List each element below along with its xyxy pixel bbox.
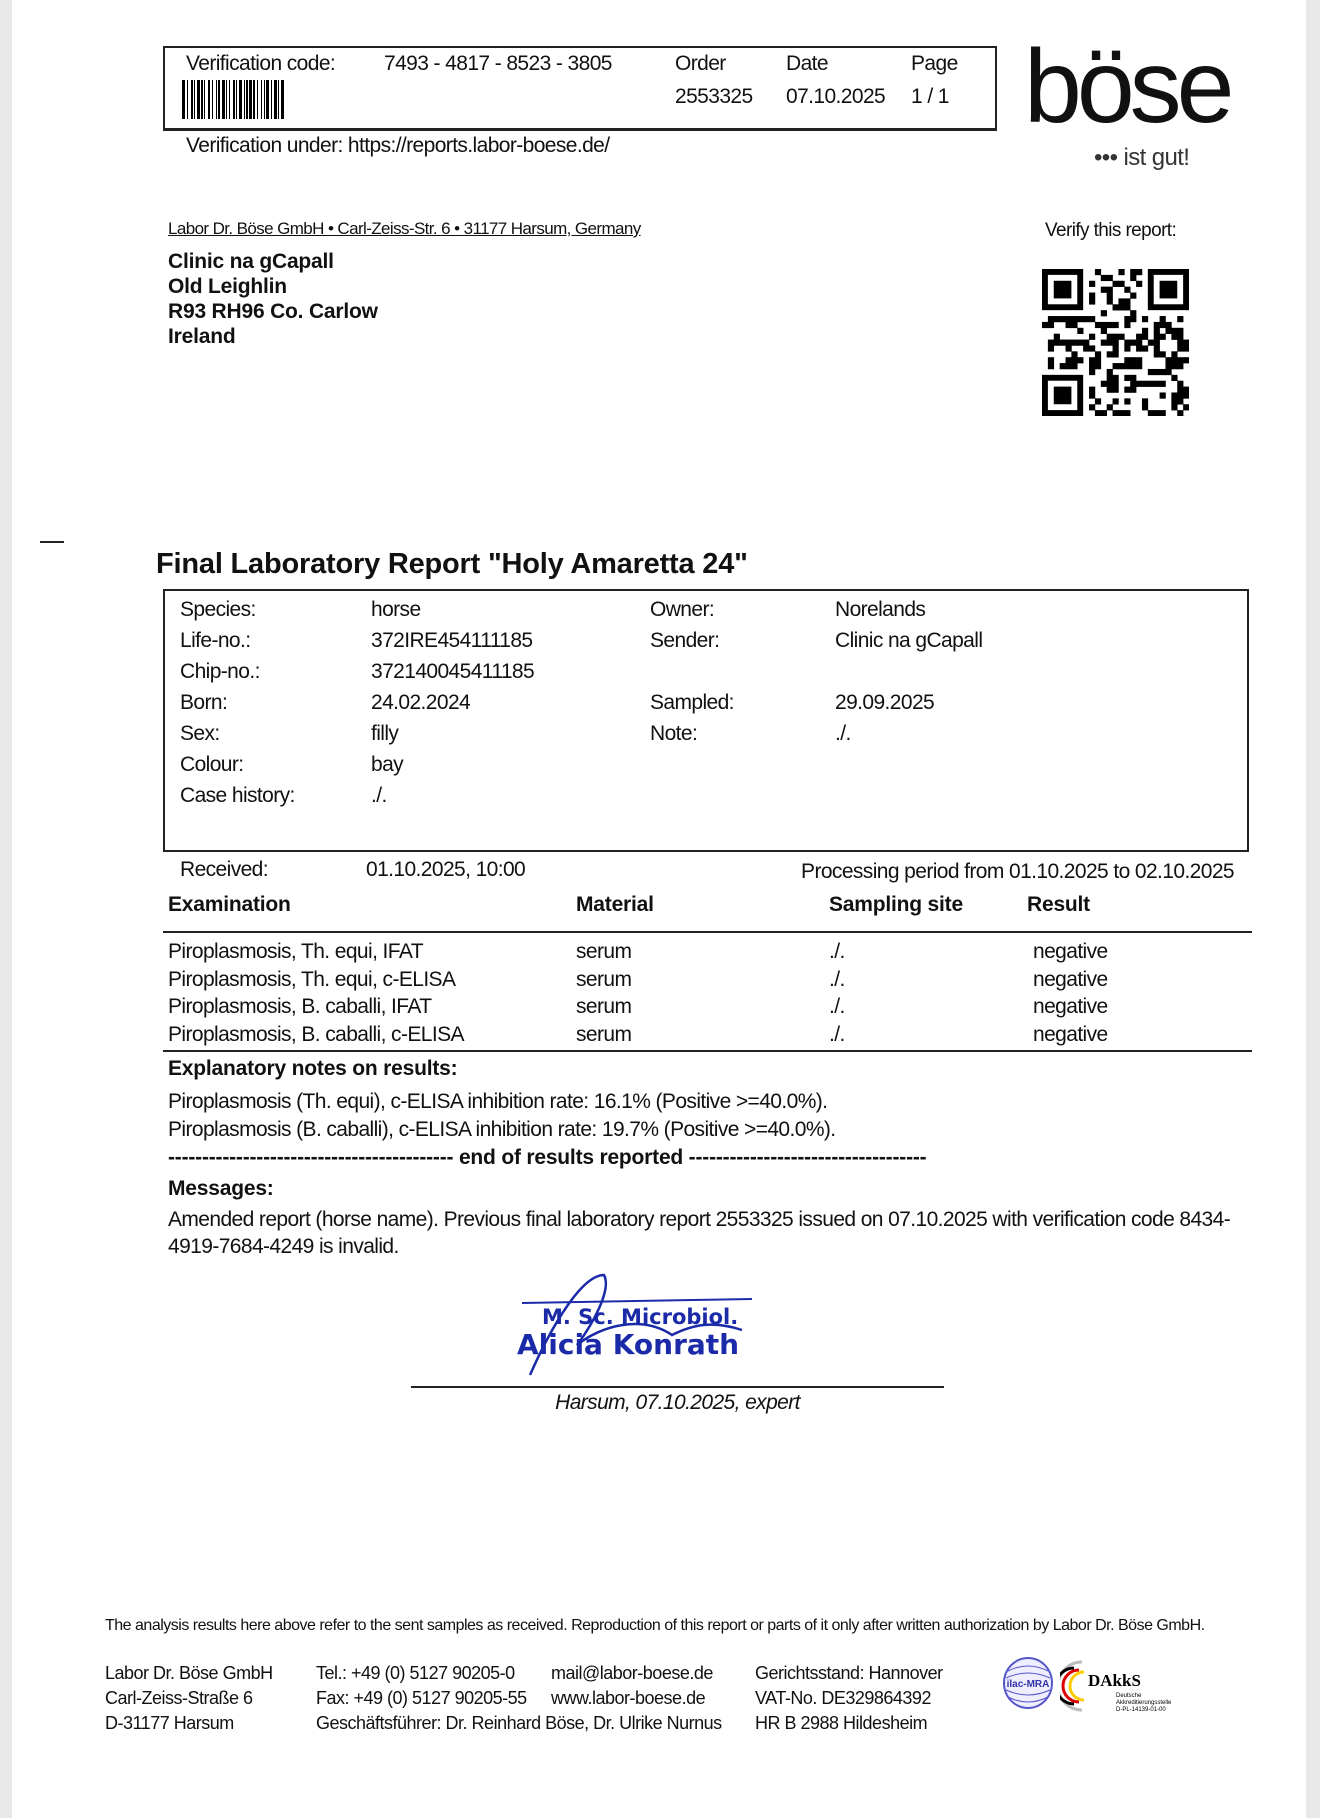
info-label: Sender: bbox=[650, 629, 720, 652]
col-material: Material bbox=[576, 893, 654, 916]
result-cell: negative bbox=[1033, 940, 1108, 963]
result-cell: negative bbox=[1033, 995, 1108, 1018]
examination-cell: Piroplasmosis, Th. equi, c-ELISA bbox=[168, 967, 456, 991]
svg-text:Deutsche: Deutsche bbox=[1116, 1693, 1142, 1699]
fold-mark bbox=[40, 541, 64, 543]
footer-col2-line: Geschäftsführer: Dr. Reinhard Böse, Dr. Ulrike Nurnus bbox=[316, 1713, 722, 1733]
info-label: Born: bbox=[180, 691, 228, 714]
signature-image bbox=[512, 1265, 832, 1380]
end-of-results: ------------------------------------------ end of results reported ----------------------------------- bbox=[168, 1146, 927, 1169]
order-label: Order bbox=[675, 52, 726, 75]
material-cell: serum bbox=[576, 967, 632, 991]
info-label: Case history: bbox=[180, 784, 295, 807]
report-page bbox=[12, 0, 1306, 1818]
date-label: Date bbox=[786, 52, 828, 75]
info-label: Chip-no.: bbox=[180, 660, 260, 683]
signature-stamp-title: M. Sc. Microbiol. bbox=[542, 1305, 739, 1329]
sampling-site-cell: ./. bbox=[829, 1022, 845, 1046]
sampling-site-cell: ./. bbox=[829, 995, 845, 1018]
svg-text:Akkreditierungsstelle: Akkreditierungsstelle bbox=[1116, 1700, 1172, 1706]
note-line: Piroplasmosis (B. caballi), c-ELISA inhibition rate: 19.7% (Positive >=40.0%). bbox=[168, 1118, 836, 1141]
info-label: Life-no.: bbox=[180, 629, 251, 652]
info-value: horse bbox=[371, 598, 421, 621]
message-line: Amended report (horse name). Previous final laboratory report 2553325 issued on 07.10.2025 with verification code 8434- bbox=[168, 1208, 1231, 1231]
info-value: filly bbox=[371, 722, 399, 745]
info-value: 372140045411185 bbox=[371, 660, 535, 683]
table-bottom-rule bbox=[163, 1050, 1252, 1052]
ilac-mra-logo bbox=[1002, 1656, 1054, 1710]
processing-period: Processing period from 01.10.2025 to 02.10.2025 bbox=[801, 860, 1234, 883]
sampling-site-cell: ./. bbox=[829, 967, 845, 991]
examination-cell: Piroplasmosis, B. caballi, IFAT bbox=[168, 995, 432, 1018]
info-label: Note: bbox=[650, 722, 698, 745]
received-value: 01.10.2025, 10:00 bbox=[366, 858, 526, 881]
signature-caption: Harsum, 07.10.2025, expert bbox=[555, 1391, 800, 1414]
material-cell: serum bbox=[576, 995, 632, 1018]
table-top-rule bbox=[163, 931, 1252, 933]
material-cell: serum bbox=[576, 1022, 632, 1046]
info-label: Owner: bbox=[650, 598, 715, 621]
examination-cell: Piroplasmosis, B. caballi, c-ELISA bbox=[168, 1022, 464, 1046]
info-label: Sex: bbox=[180, 722, 220, 745]
footer-col2-line: Fax: +49 (0) 5127 90205-55 bbox=[316, 1688, 527, 1708]
info-value: ./. bbox=[835, 722, 851, 745]
note-line: Piroplasmosis (Th. equi), c-ELISA inhibition rate: 16.1% (Positive >=40.0%). bbox=[168, 1090, 828, 1113]
footer-col1-line: D-31177 Harsum bbox=[105, 1713, 234, 1733]
footer-col4-line: VAT-No. DE329864392 bbox=[755, 1688, 931, 1708]
examination-cell: Piroplasmosis, Th. equi, IFAT bbox=[168, 940, 423, 963]
col-result: Result bbox=[1027, 893, 1090, 916]
signature-stamp-name: Alicia Konrath bbox=[517, 1328, 740, 1361]
col-examination: Examination bbox=[168, 893, 291, 916]
footer-col2-line: Tel.: +49 (0) 5127 90205-0 bbox=[316, 1663, 515, 1683]
sender-address-line: Labor Dr. Böse GmbH • Carl-Zeiss-Str. 6 • 31177 Harsum, Germany bbox=[168, 219, 641, 238]
footer-col4-line: Gerichtsstand: Hannover bbox=[755, 1663, 943, 1683]
info-value: 24.02.2024 bbox=[371, 691, 471, 714]
recipient-line: R93 RH96 Co. Carlow bbox=[168, 300, 378, 323]
recipient-line: Ireland bbox=[168, 325, 236, 348]
material-cell: serum bbox=[576, 940, 632, 963]
received-label: Received: bbox=[180, 858, 268, 881]
recipient-line: Old Leighlin bbox=[168, 275, 287, 298]
barcode bbox=[182, 80, 465, 119]
svg-text:DAkkS: DAkkS bbox=[1088, 1671, 1141, 1690]
svg-text:ilac-MRA: ilac-MRA bbox=[1006, 1679, 1050, 1690]
dakks-logo bbox=[1060, 1656, 1200, 1716]
date-value: 07.10.2025 bbox=[786, 85, 886, 108]
info-value: Clinic na gCapall bbox=[835, 629, 983, 652]
info-value: 372IRE454111185 bbox=[371, 629, 533, 652]
footer-col3-line: www.labor-boese.de bbox=[551, 1688, 706, 1708]
verification-url: Verification under: https://reports.labor-boese.de/ bbox=[186, 134, 610, 157]
message-line: 4919-7684-4249 is invalid. bbox=[168, 1235, 399, 1258]
order-value: 2553325 bbox=[675, 85, 753, 108]
footer-col4-line: HR B 2988 Hildesheim bbox=[755, 1713, 928, 1733]
info-value: Norelands bbox=[835, 598, 926, 621]
boese-logo: böse bbox=[1024, 29, 1230, 145]
info-value: 29.09.2025 bbox=[835, 691, 935, 714]
verification-code-label: Verification code: bbox=[186, 52, 336, 75]
footer-col1-line: Carl-Zeiss-Straße 6 bbox=[105, 1688, 253, 1708]
footer-col1-line: Labor Dr. Böse GmbH bbox=[105, 1663, 273, 1683]
col-sampling-site: Sampling site bbox=[829, 893, 963, 916]
signature-line bbox=[411, 1386, 944, 1388]
svg-text:D-PL-14139-01-00: D-PL-14139-01-00 bbox=[1116, 1707, 1166, 1713]
info-value: bay bbox=[371, 753, 404, 776]
info-label: Colour: bbox=[180, 753, 244, 776]
notes-heading: Explanatory notes on results: bbox=[168, 1057, 458, 1080]
page-value: 1 / 1 bbox=[911, 85, 949, 108]
messages-heading: Messages: bbox=[168, 1177, 274, 1200]
result-cell: negative bbox=[1033, 967, 1108, 991]
logo-tagline: ••• ist gut! bbox=[1094, 144, 1190, 171]
info-label: Species: bbox=[180, 598, 256, 621]
report-title: Final Laboratory Report "Holy Amaretta 24" bbox=[156, 548, 748, 580]
result-cell: negative bbox=[1033, 1022, 1108, 1046]
info-value: ./. bbox=[371, 784, 387, 807]
footer-disclaimer: The analysis results here above refer to the sent samples as received. Reproduction of this report or parts of it only after written authorization by Labor Dr. Böse GmbH. bbox=[105, 1617, 1205, 1634]
sampling-site-cell: ./. bbox=[829, 940, 845, 963]
footer-col3-line: mail@labor-boese.de bbox=[551, 1663, 713, 1683]
info-label: Sampled: bbox=[650, 691, 734, 714]
qr-code[interactable] bbox=[1042, 269, 1189, 416]
barcode-bar bbox=[284, 80, 286, 119]
recipient-line: Clinic na gCapall bbox=[168, 250, 334, 273]
verification-code: 7493 - 4817 - 8523 - 3805 bbox=[384, 52, 612, 75]
page-label: Page bbox=[911, 52, 958, 75]
verify-label: Verify this report: bbox=[1045, 220, 1177, 241]
